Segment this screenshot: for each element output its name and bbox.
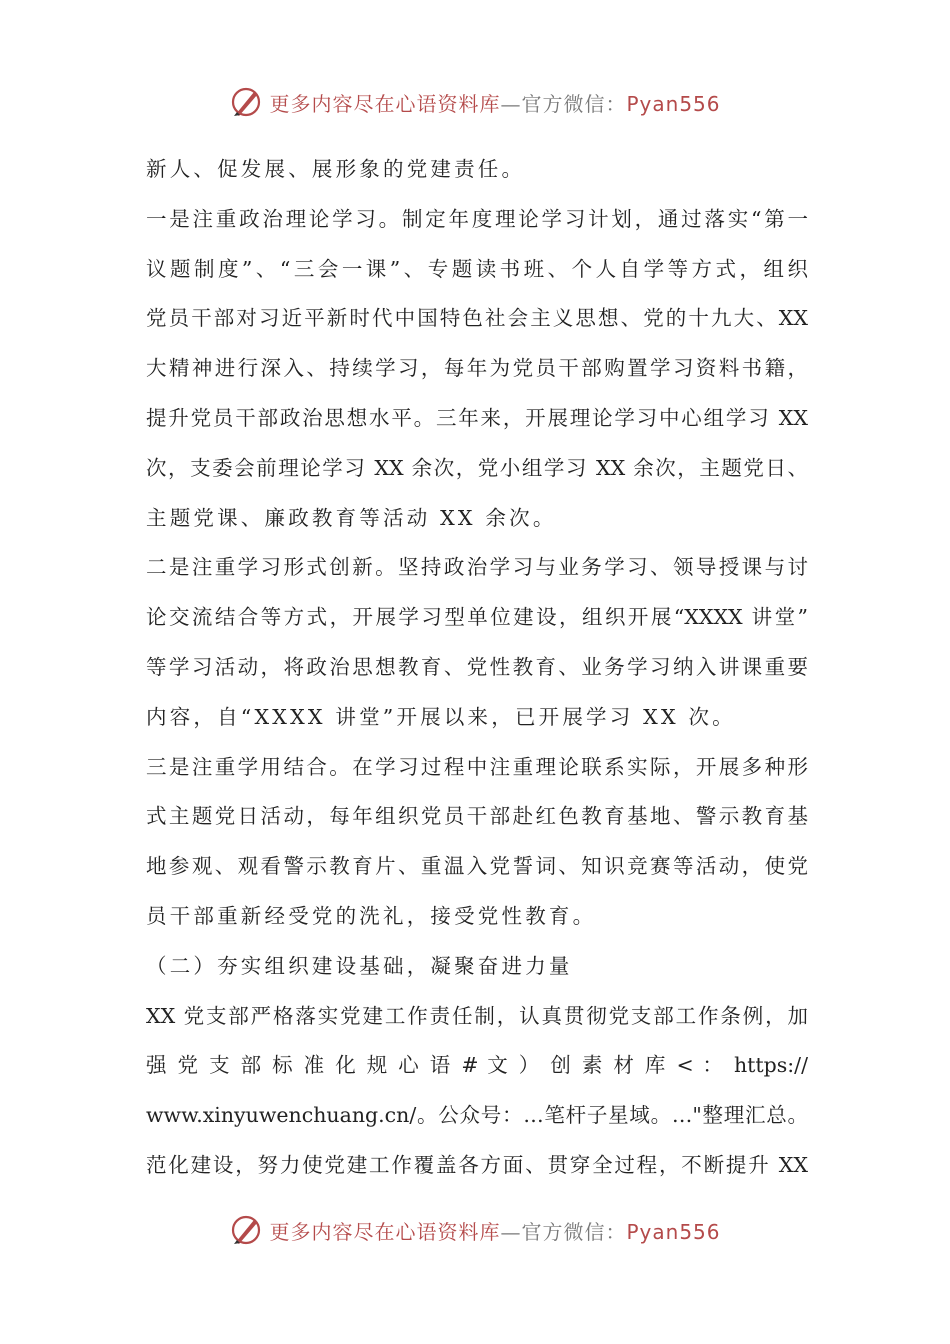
text-line: 式主题党日活动，每年组织党员干部赴红色教育基地、警示教育基 (146, 804, 808, 829)
banner-sub-text: 官方微信： (521, 1219, 627, 1244)
text-line: 二是注重学习形式创新。坚持政治学习与业务学习、领导授课与讨 (146, 555, 808, 580)
document-body (146, 145, 808, 1191)
banner-main-text: 更多内容尽在心语资料库 (269, 1219, 501, 1244)
header-watermark-banner (0, 80, 950, 124)
banner-dash: — (500, 91, 522, 116)
text-line: 三是注重学用结合。在学习过程中注重理论联系实际，开展多种形 (146, 754, 808, 779)
banner-text (269, 1216, 720, 1245)
banner-sub-text: 官方微信： (521, 91, 627, 116)
banner-dash: — (500, 1219, 522, 1244)
text-line: 范化建设，努力使党建工作覆盖各方面、贯穿全过程，不断提升 XX (146, 1152, 808, 1177)
text-line: 论交流结合等方式，开展学习型单位建设，组织开展“XXXX 讲堂” (146, 605, 808, 630)
banner-text (269, 88, 720, 117)
section-heading: （二）夯实组织建设基础，凝聚奋进力量 (146, 953, 573, 978)
banner-wechat-id: Pyan556 (626, 91, 721, 116)
pen-logo-icon (229, 85, 263, 119)
text-line: 新人、促发展、展形象的党建责任。 (146, 157, 526, 181)
text-line: 党员干部对习近平新时代中国特色社会主义思想、党的十九大、XX (146, 306, 808, 331)
text-line: 主题党课、廉政教育等活动 XX 余次。 (146, 505, 557, 530)
banner-wechat-id: Pyan556 (626, 1219, 721, 1244)
text-line: 地参观、观看警示教育片、重温入党誓词、知识竞赛等活动，使党 (146, 854, 808, 879)
text-line: 议题制度”、“三会一课”、专题读书班、个人自学等方式，组织 (146, 256, 808, 281)
footer-watermark-banner (0, 1208, 950, 1252)
text-line: 内容，自“XXXX 讲堂”开展以来，已开展学习 XX 次。 (146, 704, 736, 729)
text-line: 一是注重政治理论学习。制定年度理论学习计划，通过落实“第一 (146, 206, 808, 231)
text-line: www.xinyuwenchuang.cn/。公众号：…笔杆子星域。…"整理汇总。 (146, 1103, 808, 1128)
text-line: 次，支委会前理论学习 XX 余次，党小组学习 XX 余次，主题党日、 (146, 455, 808, 480)
text-line: 提升党员干部政治思想水平。三年来，开展理论学习中心组学习 XX (146, 405, 808, 430)
text-line: 大精神进行深入、持续学习，每年为党员干部购置学习资料书籍， (146, 356, 808, 381)
text-line: 等学习活动，将政治思想教育、党性教育、业务学习纳入讲课重要 (146, 654, 808, 679)
text-line: 员干部重新经受党的洗礼，接受党性教育。 (146, 903, 597, 928)
text-line: XX 党支部严格落实党建工作责任制，认真贯彻党支部工作条例，加 (146, 1003, 808, 1028)
banner-main-text: 更多内容尽在心语资料库 (269, 91, 501, 116)
pen-logo-icon (229, 1213, 263, 1247)
text-line: 强 党 支 部 标 准 化 规 心 语 # 文 ） 创 素 材 库 < ： https:// (146, 1053, 808, 1078)
